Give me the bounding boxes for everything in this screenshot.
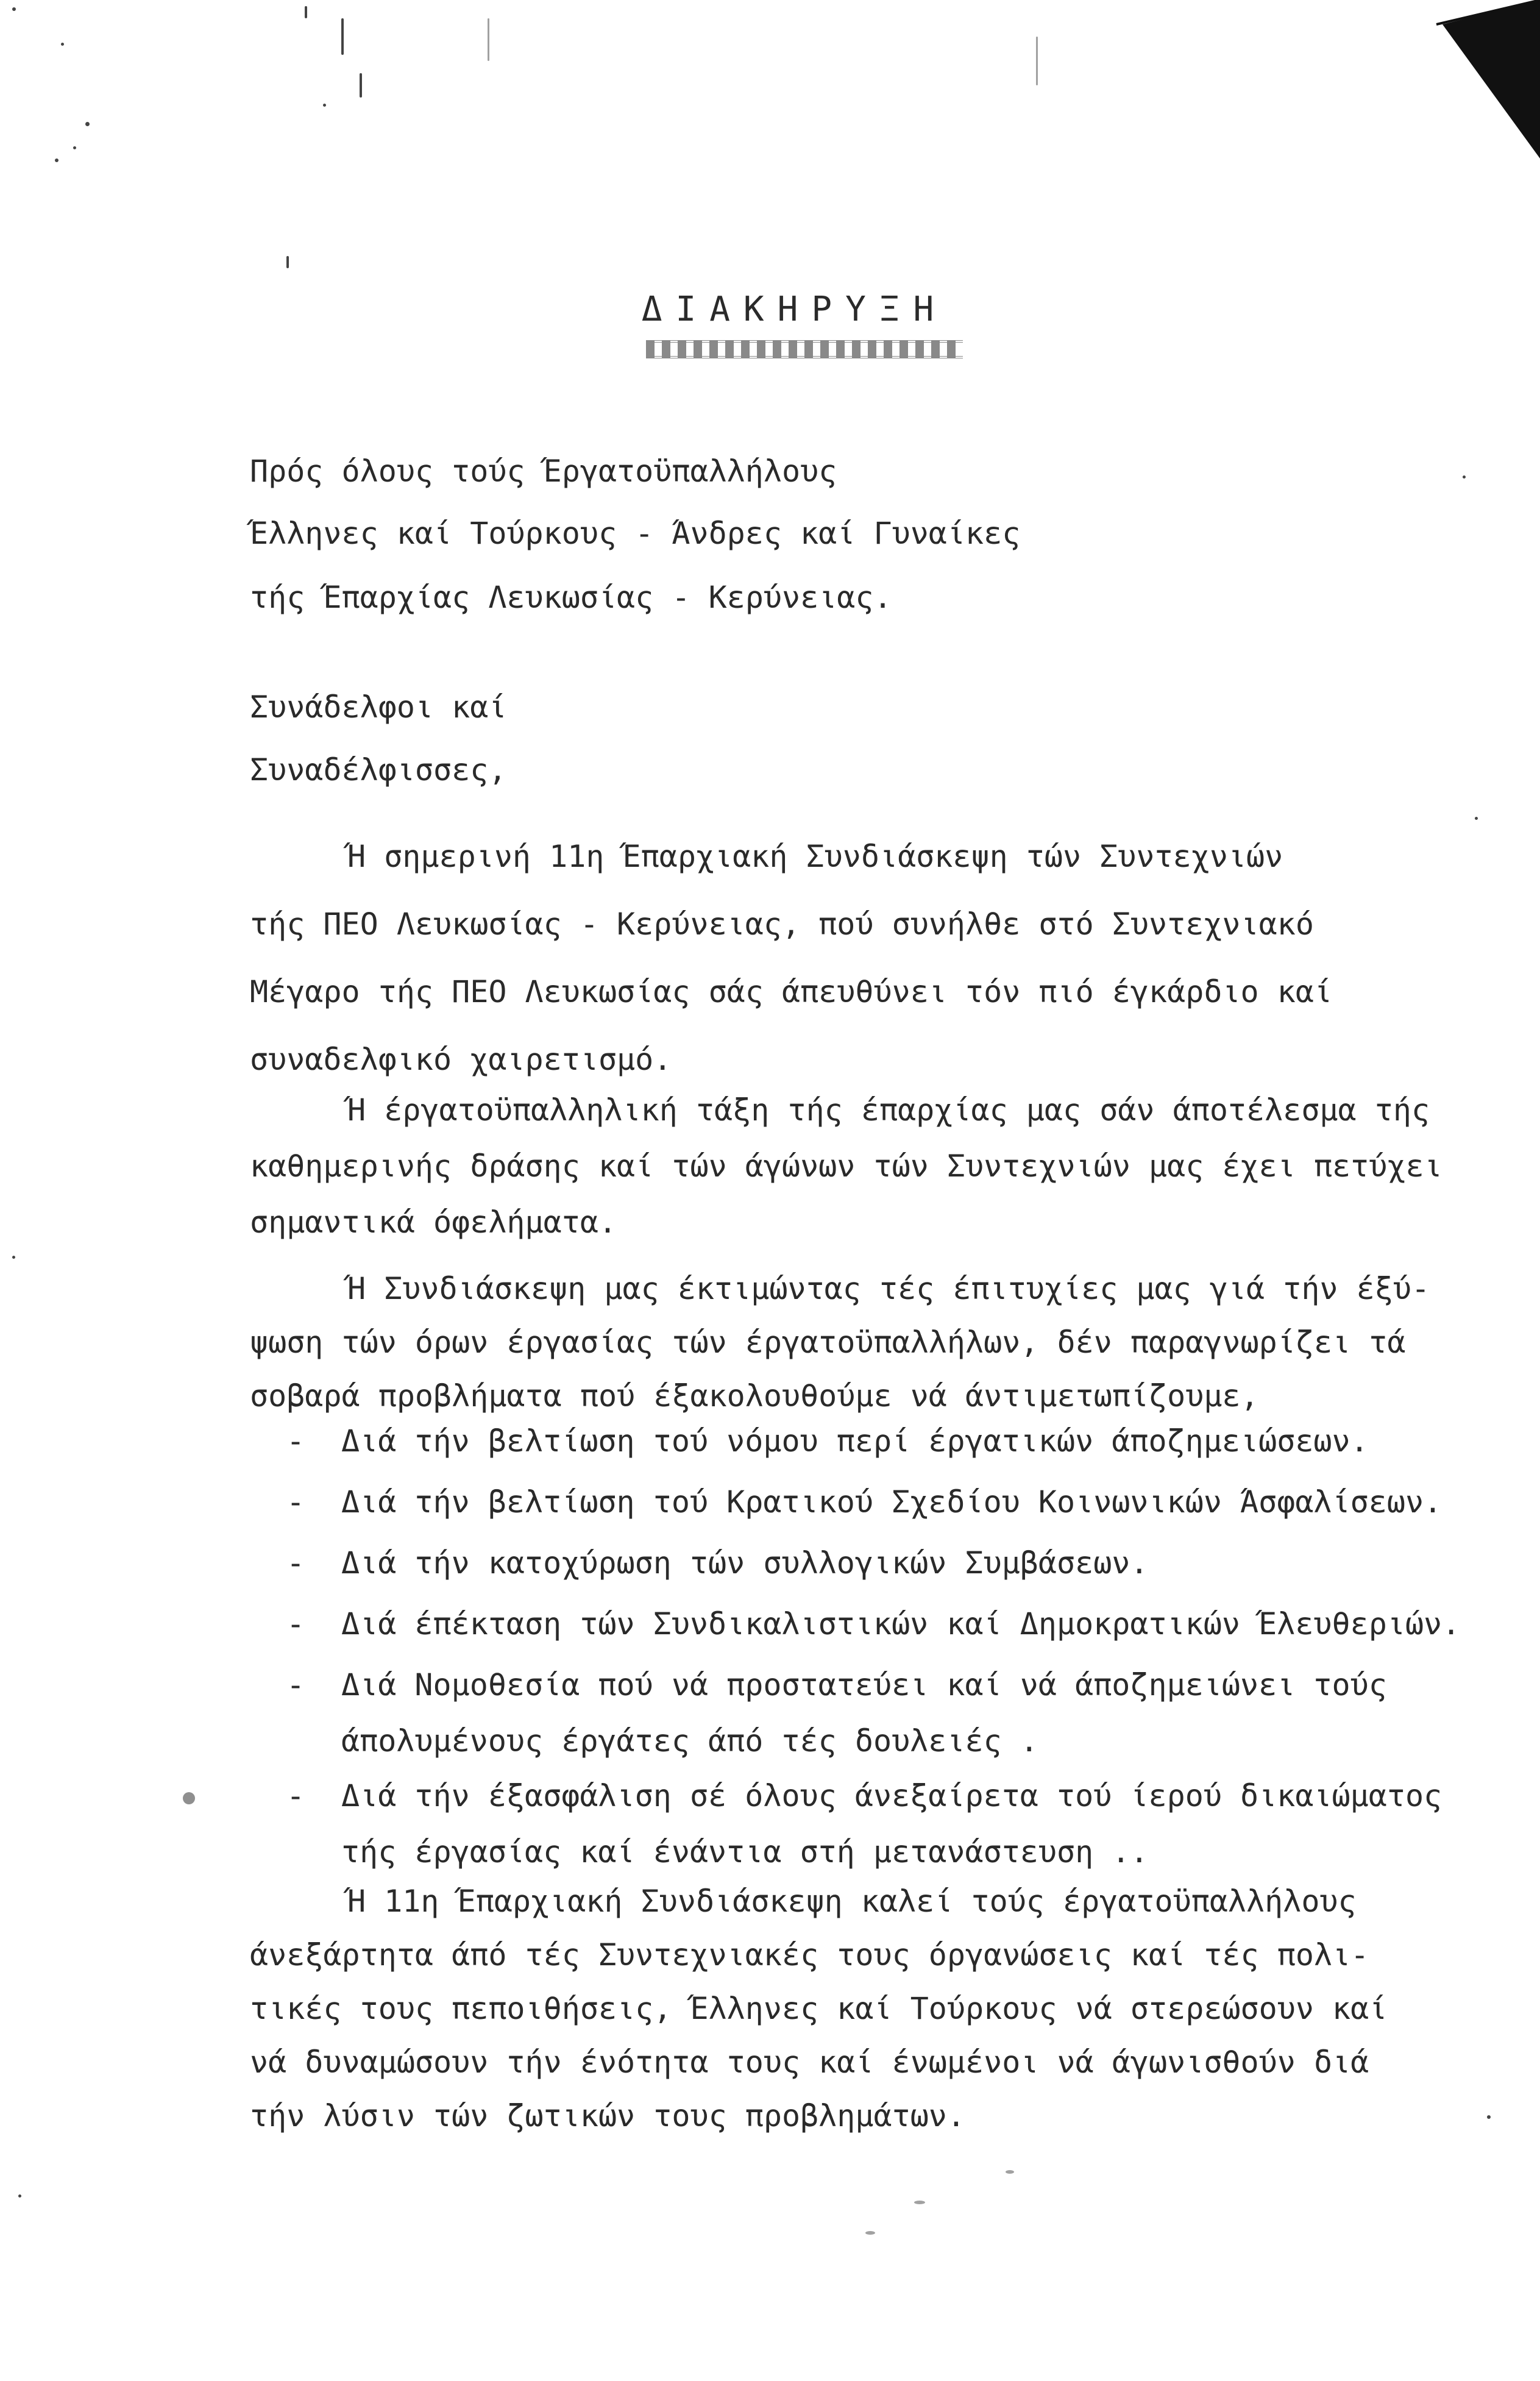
demand-item: - Διά τήν βελτίωση τού Κρατικού Σχεδίου Κοινωνικών Άσφαλίσεων. — [286, 1484, 1442, 1520]
address-line: τής Έπαρχίας Λευκωσίας - Κερύνειας. — [250, 580, 892, 615]
paragraph-1: Ή σημερινή 11η Έπαρχιακή Συνδιάσκεψη τών Συντεχνιών τής ΠΕΟ Λευκωσίας - Κερύνειας, πού συνήλθε στό Συντεχνιακό Μέγαρο τής ΠΕΟ Λευκωσίας σάς άπευθύνει τόν πιό έγκάρδιο καί συναδελφικό χαιρετισμό. — [250, 839, 1333, 1077]
demand-item: - Διά τήν κατοχύρωση τών συλλογικών Συμβάσεων. — [286, 1545, 1149, 1581]
demand-item: - Διά έπέκταση τών Συνδικαλιστικών καί Δημοκρατικών Έλευθεριών. — [286, 1606, 1461, 1642]
paragraph-3: Ή Συνδιάσκεψη μας έκτιμώντας τές έπιτυχίες μας γιά τήν έξύ- ψωση τών όρων έργασίας τών έργατοϋπαλλήλων, δέν παραγνωρίζει τά σοβαρά προβλήματα πού έξακολουθούμε νά άντιμετωπίζουμε, — [250, 1271, 1430, 1414]
address-line: Πρός όλους τούς Έργατοϋπαλλήλους — [250, 454, 837, 489]
greeting-line: Συνάδελφοι καί — [250, 689, 507, 725]
document-title: ΔΙΑΚΗΡΥΞΗ — [641, 290, 948, 329]
paragraph-4: Ή 11η Έπαρχιακή Συνδιάσκεψη καλεί τούς έργατοϋπαλλήλους άνεξάρτητα άπό τές Συντεχνιακές τους όργανώσεις καί τές πολι- τικές τους πεποιθήσεις, Έλληνες καί Τούρκους νά στερεώσουν καί νά δυναμώσουν τήν ένότητα τους καί ένωμένοι νά άγωνισθούν διά τήν λύσιν τών ζωτικών τους προβλημάτων. — [250, 1884, 1388, 2134]
title-underline — [646, 340, 963, 358]
paragraph-2: Ή έργατοϋπαλληλική τάξη τής έπαρχίας μας σάν άποτέλεσμα τής καθημερινής δράσης καί τών άγώνων τών Συντεχνιών μας έχει πετύχει σημαντικά όφελήματα. — [250, 1092, 1442, 1240]
demand-item: - Διά Νομοθεσία πού νά προστατεύει καί νά άποζημειώνει τούς άπολυμένους έργάτες άπό τές δουλειές . — [286, 1667, 1387, 1759]
corner-fold-mark — [1418, 0, 1540, 158]
address-line: Έλληνες καί Τούρκους - Άνδρες καί Γυναίκες — [250, 516, 1021, 551]
greeting-line: Συναδέλφισσες, — [250, 752, 507, 788]
demand-item: - Διά τήν έξασφάλιση σέ όλους άνεξαίρετα τού ίερού δικαιώματος τής έργασίας καί ένάντια στή μετανάστευση .. — [286, 1778, 1442, 1870]
demand-item: - Διά τήν βελτίωση τού νόμου περί έργατικών άποζημειώσεων. — [286, 1423, 1369, 1459]
